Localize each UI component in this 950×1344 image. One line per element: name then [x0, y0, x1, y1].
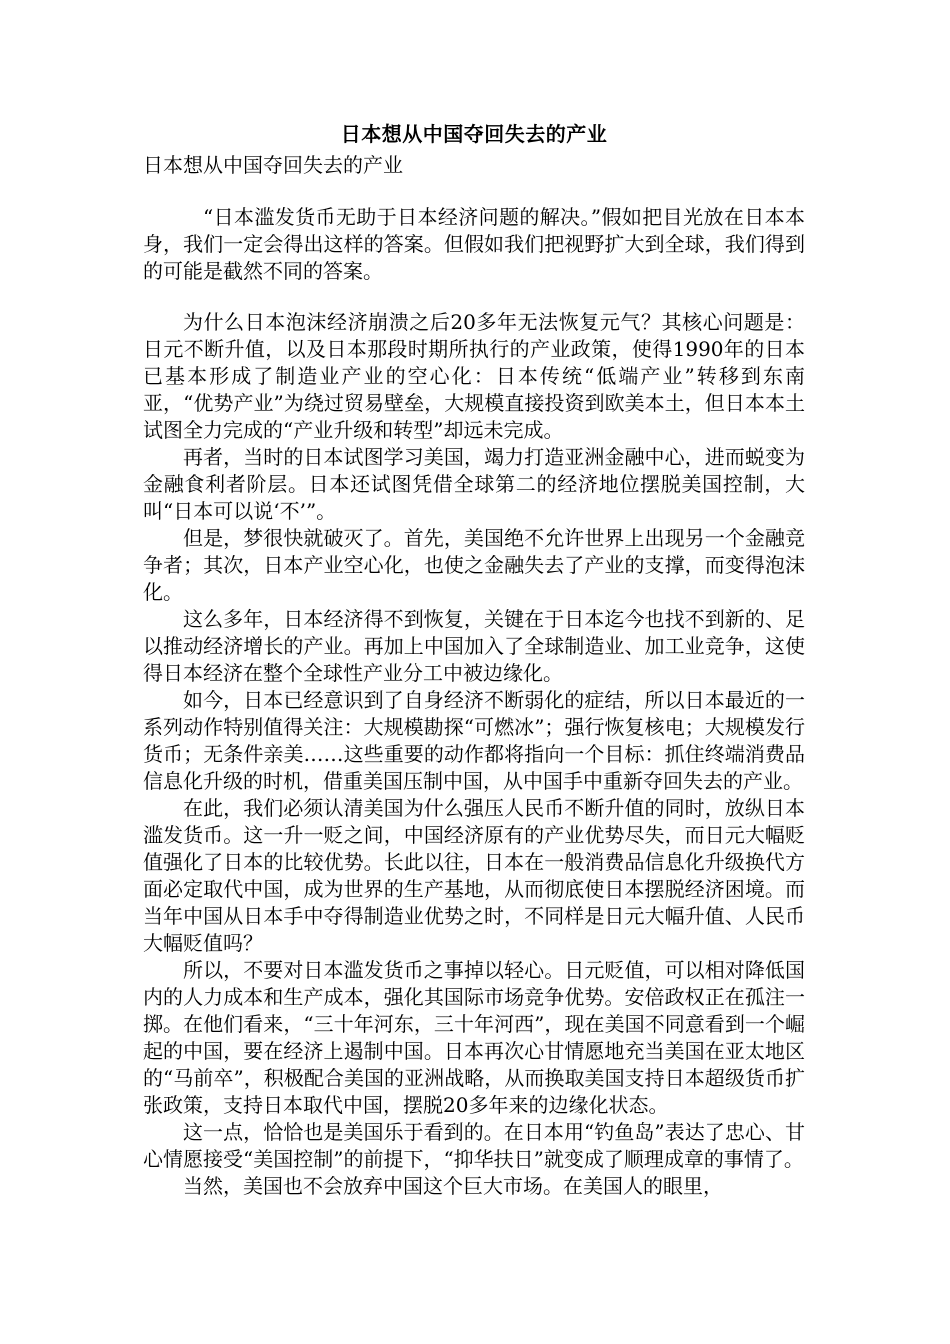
document-subtitle: 日本想从中国夺回失去的产业: [143, 153, 403, 177]
spacer: [143, 180, 805, 204]
spacer: [143, 285, 805, 309]
intro-paragraph: “日本滥发货币无助于日本经济问题的解决。”假如把目光放在日本本身，我们一定会得出这样的答案。但假如我们把视野扩大到全球，我们得到的可能是截然不同的答案。: [143, 205, 805, 283]
paragraph: 再者，当时的日本试图学习美国，竭力打造亚洲金融中心，进而蜕变为金融食利者阶层。日本还试图凭借全球第二的经济地位摆脱美国控制，大叫“日本可以说‘不’”。: [143, 445, 805, 523]
paragraph: 如今，日本已经意识到了自身经济不断弱化的症结，所以日本最近的一系列动作特别值得关注：大规模勘探“可燃冰”；强行恢复核电；大规模发行货币；无条件亲美……这些重要的动作都将指向一个目标：抓住终端消费品信息化升级的时机，借重美国压制中国，从中国手中重新夺回失去的产业。: [143, 688, 805, 793]
paragraph: 这么多年，日本经济得不到恢复，关键在于日本迄今也找不到新的、足以推动经济增长的产业。再加上中国加入了全球制造业、加工业竞争，这使得日本经济在整个全球性产业分工中被边缘化。: [143, 607, 805, 685]
paragraph: 当然，美国也不会放弃中国这个巨大市场。在美国人的眼里，: [183, 1174, 723, 1198]
document-body: [143, 118, 805, 1200]
paragraph: 这一点，恰恰也是美国乐于看到的。在日本用“钓鱼岛”表达了忠心、甘心情愿接受“美国控制”的前提下，“抑华扶日”就变成了顺理成章的事情了。: [143, 1120, 805, 1171]
paragraph: 为什么日本泡沫经济崩溃之后20多年无法恢复元气？其核心问题是：日元不断升值，以及日本那段时期所执行的产业政策，使得1990年的日本已基本形成了制造业产业的空心化：日本传统“低端产业”转移到东南亚，“优势产业”为绕过贸易壁垒，大规模直接投资到欧美本土，但日本本土试图全力完成的“产业升级和转型”却远未完成。: [143, 310, 805, 442]
paragraph: 所以，不要对日本滥发货币之事掉以轻心。日元贬值，可以相对降低国内的人力成本和生产成本，强化其国际市场竞争优势。安倍政权正在孤注一掷。在他们看来，“三十年河东，三十年河西”，现在美国不同意看到一个崛起的中国，要在经济上遏制中国。日本再次心甘情愿地充当美国在亚太地区的“马前卒”，积极配合美国的亚洲战略，从而换取美国支持日本超级货币扩张政策，支持日本取代中国，摆脱20多年来的边缘化状态。: [143, 958, 805, 1117]
document-title: 日本想从中国夺回失去的产业: [340, 122, 608, 146]
paragraph: 但是，梦很快就破灭了。首先，美国绝不允许世界上出现另一个金融竞争者；其次，日本产业空心化，也使之金融失去了产业的支撑，而变得泡沫化。: [143, 526, 805, 604]
paragraph: 在此，我们必须认清美国为什么强压人民币不断升值的同时，放纵日本滥发货币。这一升一贬之间，中国经济原有的产业优势尽失，而日元大幅贬值强化了日本的比较优势。长此以往，日本在一般消费品信息化升级换代方面必定取代中国，成为世界的生产基地，从而彻底使日本摆脱经济困境。而当年中国从日本手中夺得制造业优势之时，不同样是日元大幅升值、人民币大幅贬值吗？: [143, 796, 805, 955]
